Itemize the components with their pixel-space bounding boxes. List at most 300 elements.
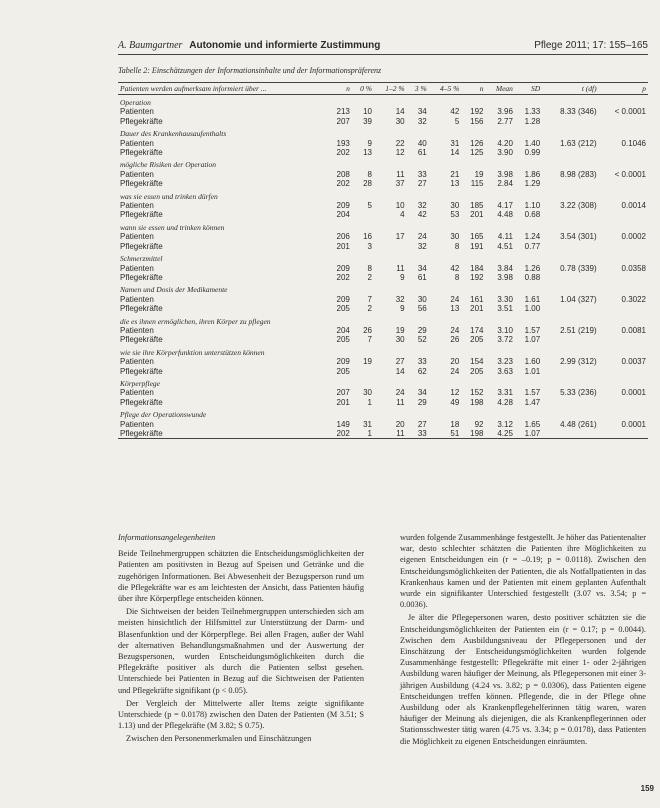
table-cell: 1.26 xyxy=(524,263,541,273)
table-column-header: 1–2 % xyxy=(374,83,407,95)
table-cell: 1.57 xyxy=(524,388,541,398)
table-cell: 3.23 xyxy=(497,357,513,367)
table-cell: 0.0002 xyxy=(621,232,646,242)
table-cell: 24 xyxy=(450,325,460,335)
table-group-row xyxy=(118,157,648,169)
table-group-label: Dauer des Krankenhausaufenthalts xyxy=(120,129,227,139)
table-cell xyxy=(599,429,648,439)
table-cell: 126 xyxy=(470,138,484,148)
table-cell: 20 xyxy=(450,357,460,367)
table-cell: 207 xyxy=(336,116,350,126)
table-cell: 205 xyxy=(470,366,484,376)
table-cell: 9 xyxy=(400,304,405,314)
table-cell: 205 xyxy=(336,366,350,376)
table-column-header: 0 % xyxy=(352,83,374,95)
table-cell: 174 xyxy=(470,325,484,335)
table-cell xyxy=(542,242,598,251)
table-cell xyxy=(599,210,648,219)
table-cell: 5.33 (236) xyxy=(560,388,597,398)
table-cell: 0.68 xyxy=(524,210,541,220)
table-cell: 2.77 xyxy=(497,116,513,126)
table-cell: 2 xyxy=(367,304,372,314)
table-cell: 21 xyxy=(450,169,460,179)
table-group-row xyxy=(118,407,648,419)
table-cell: 53 xyxy=(450,210,460,220)
table-cell xyxy=(599,179,648,188)
table-cell: 202 xyxy=(328,429,352,439)
table-cell: 1.86 xyxy=(524,169,541,179)
table-cell xyxy=(542,273,598,282)
table-cell: 14 xyxy=(450,148,460,158)
table-cell: 1.65 xyxy=(524,419,541,429)
table-cell: 209 xyxy=(336,357,350,367)
table-cell: 3 xyxy=(367,241,372,251)
table-cell: 14 xyxy=(395,366,405,376)
body-paragraph: Je älter die Pflegepersonen waren, desto positiver schätzten sie die Entscheidungsmöglichkeiten der Patienten ein (r = 0.17; p = 0.0044). Zwischen dem Ausbildungsniveau der Pflegepersonen und der Einschätzung der Entscheidungsmöglichkeiten wurden folgende Zusammenhänge festgestellt: Pflegekräfte mit einer 1- oder 2-jährigen Ausbildung waren häufiger der Meinung, als Pflegepersonen mit einer 3-jährigen Ausbildung (4.24 vs. 3.82; p = 0.0306), dass Patienten eigene Entscheidungen treffen können. Pflegende, die in der Pflege ohne Ausbildung oder als Krankenpflegehelferinnen tätig waren, waren häufiger der Meinung als diejenigen, die als Krankenpflegerinnen oder Stationsschwester tätig waren (4.75 vs. 3.34; p = 0.0178), dass Patienten die Möglichkeit zu eigenen Entscheidungen einräumten. xyxy=(400,613,646,746)
body-paragraph: Die Sichtweisen der beiden Teilnehmergruppen unterschieden sich am meisten hinsichtlich der Hilfsmittel zur Unterstützung der Darm- und Blasenfunktion und der Körperpflege. Bei allen Fragen, außer der Wahl der alternativen Behandlungsmaßnahmen und der Auswertung der Bezugspersonen, wurden Entscheidungsmöglichkeiten durch die Pflegekräfte positiver als durch die Patienten selbst gesehen. Unterschiede bei Patienten in Bezug auf die Sichtweisen der Patienten und Pflegekräfte signifikant (p < 0.05). xyxy=(118,607,364,695)
table-cell: 3.98 xyxy=(497,169,513,179)
table-cell: 3.12 xyxy=(497,419,513,429)
table-cell: 202 xyxy=(336,148,350,158)
table-header-row xyxy=(118,83,648,95)
table-row-label: Pflegekräfte xyxy=(120,210,163,220)
table-cell: 8.98 (283) xyxy=(560,169,597,179)
table-row xyxy=(118,264,648,273)
table-cell: 198 xyxy=(470,397,484,407)
body-column-right xyxy=(400,532,646,749)
table-cell: < 0.0001 xyxy=(614,169,646,179)
table-cell: 4.17 xyxy=(497,201,513,211)
table-cell: 24 xyxy=(450,366,460,376)
table-cell: 9 xyxy=(400,272,405,282)
table-group-row xyxy=(118,126,648,138)
table-cell: < 0.0001 xyxy=(614,107,646,117)
table-cell: 1.04 (327) xyxy=(560,294,597,304)
table-cell: 0.0081 xyxy=(621,325,646,335)
table-cell: 20 xyxy=(395,419,405,429)
table-cell: 1.33 xyxy=(524,107,541,117)
results-table xyxy=(118,82,648,439)
table-cell: 29 xyxy=(417,397,427,407)
table-cell: 4 xyxy=(400,210,405,220)
table-row-label: Pflegekräfte xyxy=(120,179,163,189)
table-cell: 5 xyxy=(367,201,372,211)
table-cell: 154 xyxy=(470,357,484,367)
table-cell: 206 xyxy=(336,232,350,242)
table-cell: 205 xyxy=(470,335,484,345)
table-cell xyxy=(542,304,598,313)
table-cell: 209 xyxy=(336,294,350,304)
table-cell: 3.63 xyxy=(497,366,513,376)
table-group-row xyxy=(118,345,648,357)
table-row xyxy=(118,304,648,313)
table-cell: 193 xyxy=(336,138,350,148)
table-cell: 1.40 xyxy=(524,138,541,148)
table-column-header: p xyxy=(599,83,648,95)
table-group-label: Operation xyxy=(120,98,151,107)
table-cell: 49 xyxy=(450,397,460,407)
table-row xyxy=(118,117,648,126)
table-cell xyxy=(599,117,648,126)
table-cell: 165 xyxy=(470,232,484,242)
table-cell xyxy=(542,210,598,219)
table-cell: 201 xyxy=(470,210,484,220)
table-cell: 24 xyxy=(417,232,427,242)
running-head-author: A. Baumgartner xyxy=(118,40,183,51)
table-group-row xyxy=(118,376,648,388)
table-cell: 5 xyxy=(454,116,460,126)
table-column-header: n xyxy=(461,83,485,95)
table-cell: 31 xyxy=(363,419,372,429)
table-cell: 205 xyxy=(336,304,350,314)
running-head-title: Autonomie und informierte Zustimmung xyxy=(189,40,381,51)
table-cell xyxy=(542,148,598,157)
table-cell: 32 xyxy=(395,294,405,304)
table-row-label: Patienten xyxy=(120,169,154,179)
table-row-label: Pflegekräfte xyxy=(120,148,163,158)
table-cell: 201 xyxy=(470,304,484,314)
table-cell: 1.01 xyxy=(524,366,541,376)
table-cell: 1.63 (212) xyxy=(560,138,597,148)
table-cell: 8 xyxy=(454,272,460,282)
table-row-label: Patienten xyxy=(120,294,154,304)
table-cell: 24 xyxy=(395,388,405,398)
table-cell xyxy=(542,335,598,344)
table-cell: 3.96 xyxy=(497,107,513,117)
table-cell: 33 xyxy=(407,429,429,439)
table-cell: 201 xyxy=(336,397,350,407)
table-cell: 192 xyxy=(470,272,484,282)
table-cell: 10 xyxy=(363,107,372,117)
table-row-label: Pflegekräfte xyxy=(120,335,163,345)
table-cell: 2 xyxy=(367,272,372,282)
table-cell: 1.07 xyxy=(515,429,542,439)
table-cell: 42 xyxy=(417,210,427,220)
table-cell: 27 xyxy=(417,419,427,429)
table-group-label: Namen und Dosis der Medikamente xyxy=(120,285,228,295)
table-cell: 26 xyxy=(363,325,372,335)
body-paragraph: wurden folgende Zusammenhänge festgestellt. Je höher das Patientenalter war, desto schlechter schätzten die Patienten ihre Möglichkeiten zu eigenen Entscheidungen ein (r = –0.19; p = 0.0118). Zwischen den Entscheidungsmöglichkeiten der Patienten, die als Notfallpatienten in das Krankenhaus kamen und der Patienten mit einem geplanten Aufenthalt wurde ein signifikanter Unterschied festgestellt (3.07 vs. 3.54; p = 0.0036). xyxy=(400,533,646,610)
table-cell: 0.0358 xyxy=(621,263,646,273)
table-cell: 3.31 xyxy=(497,388,513,398)
table-cell: 201 xyxy=(336,241,350,251)
running-head-left xyxy=(118,40,380,51)
table-row xyxy=(118,295,648,304)
table-cell: 22 xyxy=(395,138,405,148)
table-cell: 30 xyxy=(395,116,405,126)
table-cell: 198 xyxy=(461,429,485,439)
running-head xyxy=(118,40,648,55)
table-cell: 2.84 xyxy=(497,179,513,189)
table-row xyxy=(118,273,648,282)
table-cell: 8 xyxy=(367,263,372,273)
table-cell: 0.1046 xyxy=(621,138,646,148)
table-cell: 3.98 xyxy=(497,272,513,282)
table-row xyxy=(118,398,648,407)
table-row xyxy=(118,357,648,366)
table-row-label: Patienten xyxy=(120,232,154,242)
table-cell: 7 xyxy=(367,294,372,304)
table-cell: 0.77 xyxy=(524,241,541,251)
table-cell: 4.48 xyxy=(497,210,513,220)
table-column-header: Patienten werden aufmerksam informiert über ... xyxy=(118,83,328,95)
table-cell: 17 xyxy=(395,232,405,242)
table-cell: 19 xyxy=(363,357,372,367)
table-row xyxy=(118,201,648,210)
table-cell: 12 xyxy=(395,148,405,158)
table-row-label: Pflegekräfte xyxy=(120,304,163,314)
table-row xyxy=(118,232,648,241)
table-group-label: Körperpflege xyxy=(120,378,160,388)
table-row xyxy=(118,107,648,116)
table-cell xyxy=(352,210,374,219)
table-cell: 27 xyxy=(395,357,405,367)
table-cell: 156 xyxy=(470,116,484,126)
table-cell: 3.22 (308) xyxy=(560,201,597,211)
table-cell xyxy=(542,179,598,188)
table-body xyxy=(118,95,648,439)
body-column-left xyxy=(118,532,364,747)
table-cell: 34 xyxy=(417,263,427,273)
table-cell: 11 xyxy=(396,263,405,273)
table-cell: 4.28 xyxy=(497,397,513,407)
table-row xyxy=(118,420,648,429)
table-cell: 32 xyxy=(417,116,427,126)
table-cell: 24 xyxy=(450,294,460,304)
table-row xyxy=(118,388,648,397)
table-group-row xyxy=(118,314,648,326)
table-group-row xyxy=(118,189,648,201)
table-cell: 13 xyxy=(450,179,460,189)
table-cell: 0.0014 xyxy=(621,201,646,211)
table-cell: 1.57 xyxy=(524,325,541,335)
table-cell: 204 xyxy=(336,325,350,335)
table-row xyxy=(118,139,648,148)
table-cell: 1 xyxy=(352,429,374,439)
table-cell: 0.78 (339) xyxy=(560,263,597,273)
body-paragraph: Zwischen den Personenmerkmalen und Einschätzungen xyxy=(126,734,312,744)
table-cell: 52 xyxy=(417,335,427,345)
table-cell: 34 xyxy=(417,107,427,117)
table-cell: 185 xyxy=(470,201,484,211)
table-cell: 191 xyxy=(470,241,484,251)
table-cell xyxy=(599,398,648,407)
table-cell: 11 xyxy=(396,397,405,407)
table-cell xyxy=(374,242,407,251)
table-cell: 1.24 xyxy=(524,232,541,242)
table-cell: 202 xyxy=(336,272,350,282)
table-column-header: 4–5 % xyxy=(429,83,462,95)
table-group-label: Pflege der Operationswunde xyxy=(120,410,207,420)
table-cell xyxy=(599,273,648,282)
table-row-label: Patienten xyxy=(120,107,154,117)
table-cell: 152 xyxy=(470,388,484,398)
table-cell: 204 xyxy=(336,210,350,220)
table-cell: 32 xyxy=(417,201,427,211)
table-cell xyxy=(542,429,598,439)
table-cell: 30 xyxy=(395,335,405,345)
section-heading: Informationsangelegenheiten xyxy=(118,533,216,542)
table-cell: 31 xyxy=(450,138,460,148)
table-cell: 27 xyxy=(417,179,427,189)
table-cell: 7 xyxy=(367,335,372,345)
table-cell: 208 xyxy=(336,169,350,179)
table-cell: 19 xyxy=(395,325,405,335)
table-cell: 115 xyxy=(470,179,484,189)
table-cell: 2.51 (219) xyxy=(560,325,597,335)
table-cell: 213 xyxy=(336,107,350,117)
table-group-label: mögliche Risiken der Operation xyxy=(120,160,217,170)
table-row xyxy=(118,148,648,157)
table-cell: 3.84 xyxy=(497,263,513,273)
table-cell: 3.10 xyxy=(497,325,513,335)
table-cell: 10 xyxy=(395,201,405,211)
table-group-label: was sie essen und trinken dürfen xyxy=(120,191,218,201)
table-row xyxy=(118,170,648,179)
running-head-journal: Pflege 2011; 17: 155–165 xyxy=(534,40,648,51)
table-cell xyxy=(599,367,648,376)
table-column-header: n xyxy=(328,83,352,95)
table-cell xyxy=(542,117,598,126)
table-cell: 12 xyxy=(450,388,460,398)
table-group-label: die es ihnen ermöglichen, ihren Körper zu pflegen xyxy=(120,316,271,326)
table-cell: 0.0037 xyxy=(621,357,646,367)
table-cell: 61 xyxy=(417,272,427,282)
table-cell: 40 xyxy=(417,138,427,148)
table-cell: 8 xyxy=(454,241,460,251)
table-cell: 33 xyxy=(417,357,427,367)
table-row xyxy=(118,429,648,439)
table-row xyxy=(118,335,648,344)
table-row-label: Patienten xyxy=(120,201,154,211)
table-cell: 149 xyxy=(336,419,350,429)
table-cell: 30 xyxy=(363,388,372,398)
table-cell: 39 xyxy=(363,116,372,126)
table-cell xyxy=(542,398,598,407)
table-row xyxy=(118,367,648,376)
table-cell: 1.28 xyxy=(524,116,541,126)
table-cell: 30 xyxy=(417,294,427,304)
table-cell: 0.88 xyxy=(524,272,541,282)
table-cell: 13 xyxy=(450,304,460,314)
table-group-label: Schmerzmittel xyxy=(120,254,163,264)
table-cell xyxy=(352,367,374,376)
table-cell xyxy=(599,148,648,157)
table-cell: 30 xyxy=(450,232,460,242)
table-cell: 62 xyxy=(417,366,427,376)
table-cell: 4.20 xyxy=(497,138,513,148)
table-row xyxy=(118,210,648,219)
table-group-label: wann sie essen und trinken können xyxy=(120,222,225,232)
table-cell: 42 xyxy=(450,263,460,273)
table-cell: 0.99 xyxy=(524,148,541,158)
table-cell: 0.3022 xyxy=(621,294,646,304)
table-cell: 1 xyxy=(367,397,372,407)
table-cell: 0.0001 xyxy=(621,388,646,398)
table-cell: 14 xyxy=(395,107,405,117)
table-column-header: Mean xyxy=(486,83,515,95)
table-cell: 30 xyxy=(450,201,460,211)
table-row-label: Pflegekräfte xyxy=(118,429,328,439)
table-cell: 19 xyxy=(474,169,484,179)
table-cell: 37 xyxy=(395,179,405,189)
table-cell: 1.29 xyxy=(524,179,541,189)
table-column-header: 3 % xyxy=(407,83,429,95)
table-cell: 0.0001 xyxy=(621,419,646,429)
table-cell: 3.72 xyxy=(497,335,513,345)
table-row-label: Pflegekräfte xyxy=(120,116,163,126)
table-cell: 1.10 xyxy=(524,201,541,211)
table-cell: 161 xyxy=(470,294,484,304)
table-cell: 192 xyxy=(470,107,484,117)
table-row-label: Pflegekräfte xyxy=(120,366,163,376)
table-row xyxy=(118,179,648,188)
table-cell: 11 xyxy=(374,429,407,439)
table-cell: 32 xyxy=(417,241,427,251)
table-row-label: Patienten xyxy=(120,325,154,335)
table-cell: 11 xyxy=(396,169,405,179)
table-cell: 1.07 xyxy=(524,335,541,345)
table-cell: 184 xyxy=(470,263,484,273)
table-cell: 51 xyxy=(429,429,462,439)
table-row-label: Patienten xyxy=(120,138,154,148)
table-cell: 4.11 xyxy=(497,232,513,242)
page-number: 159 xyxy=(640,784,654,793)
table-cell: 4.48 (261) xyxy=(560,419,597,429)
table-cell: 26 xyxy=(450,335,460,345)
table-caption: Tabelle 2: Einschätzungen der Informationsinhalte und der Informationspräferenz xyxy=(118,66,382,75)
table-cell: 202 xyxy=(336,179,350,189)
table-row-label: Pflegekräfte xyxy=(120,397,163,407)
table-cell: 13 xyxy=(363,148,372,158)
table-cell xyxy=(542,367,598,376)
table-cell xyxy=(599,304,648,313)
table-cell: 3.54 (301) xyxy=(560,232,597,242)
table-column-header: t (df) xyxy=(542,83,598,95)
table-cell: 18 xyxy=(450,419,460,429)
table-cell: 16 xyxy=(363,232,372,242)
table-cell: 207 xyxy=(336,388,350,398)
table-cell: 34 xyxy=(417,388,427,398)
table-cell: 3.90 xyxy=(497,148,513,158)
table-cell: 3.30 xyxy=(497,294,513,304)
table-cell: 8.33 (346) xyxy=(560,107,597,117)
table-cell: 8 xyxy=(367,169,372,179)
table-column-header: SD xyxy=(515,83,542,95)
table-group-row xyxy=(118,251,648,263)
body-paragraph: Der Vergleich der Mittelwerte aller Items zeigte signifikante Unterschiede (p = 0.0178) zwischen den Daten der Patienten (M 3.51; S 1.13) und der Pflegekräfte (M 3.82; S 0.75). xyxy=(118,698,364,731)
table-cell: 209 xyxy=(336,263,350,273)
table-cell: 2.99 (312) xyxy=(560,357,597,367)
table-row-label: Pflegekräfte xyxy=(120,241,163,251)
table-cell: 61 xyxy=(417,148,427,158)
table-cell: 1.00 xyxy=(524,304,541,314)
table-row-label: Patienten xyxy=(120,419,154,429)
table-group-label: wie sie ihre Körperfunktion unterstützen können xyxy=(120,347,265,357)
table-cell: 4.51 xyxy=(497,241,513,251)
table-row-label: Pflegekräfte xyxy=(120,272,163,282)
table-cell: 3.51 xyxy=(497,304,513,314)
table-cell: 29 xyxy=(417,325,427,335)
table-cell: 1.60 xyxy=(524,357,541,367)
table-group-row xyxy=(118,95,648,108)
table-cell xyxy=(599,242,648,251)
table-row xyxy=(118,326,648,335)
table-cell: 9 xyxy=(367,138,372,148)
table-cell: 125 xyxy=(470,148,484,158)
table-cell: 42 xyxy=(450,107,460,117)
table-row-label: Patienten xyxy=(120,388,154,398)
